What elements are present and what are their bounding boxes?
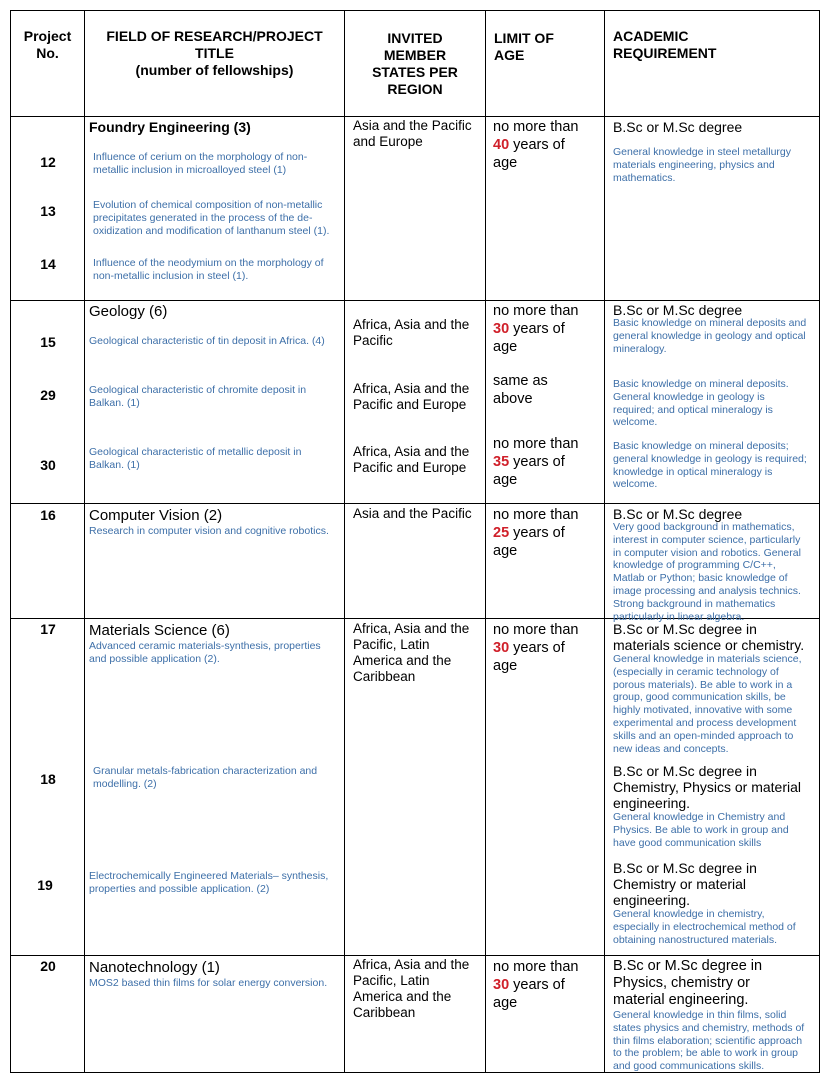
column-divider	[344, 10, 345, 1073]
knowledge-requirement: Basic knowledge on mineral deposits and general knowledge in geology and optical mineralogy.	[613, 317, 807, 355]
header-age-limit: LIMIT OF AGE	[494, 30, 554, 63]
row-divider	[10, 300, 820, 301]
knowledge-requirement: Very good background in mathematics, interest in computer science, particularly in computer vision and robotics. General knowledge of programming C/C++, Matlab or Python; basic knowledge of image processing and analysis technics. Strong background in mathematics particularly in linear algebra.	[613, 521, 801, 623]
knowledge-requirement: General knowledge in Chemistry and Physics. Be able to work in group and have good communication skills	[613, 811, 789, 849]
project-number: 20	[40, 958, 56, 974]
project-title: Geological characteristic of tin deposit in Africa. (4)	[89, 335, 325, 347]
degree-requirement: B.Sc or M.Sc degree in Physics, chemistry or material engineering.	[613, 958, 763, 1008]
project-number: 18	[40, 771, 56, 787]
degree-requirement: B.Sc or M.Sc degree	[613, 119, 743, 135]
degree-requirement: B.Sc or M.Sc degree	[613, 302, 743, 318]
knowledge-requirement: General knowledge in chemistry, especially in electrochemical method of obtaining nanostructured materials.	[613, 908, 796, 946]
project-title: MOS2 based thin films for solar energy conversion.	[89, 977, 328, 989]
project-number: 19	[37, 877, 53, 893]
row-divider	[10, 503, 820, 504]
member-states: Africa, Asia and the Pacific, Latin America and the Caribbean	[353, 957, 470, 1020]
header-academic-requirement: ACADEMIC REQUIREMENT	[613, 28, 717, 61]
age-value: 30	[493, 977, 510, 993]
project-number: 13	[40, 203, 56, 219]
degree-requirement: B.Sc or M.Sc degree	[613, 506, 743, 522]
project-title: Electrochemically Engineered Materials– synthesis, properties and possible application. (2)	[89, 870, 329, 895]
project-title: Influence of cerium on the morphology of non- metallic inclusion in microalloyed steel (1)	[93, 151, 308, 176]
project-title: Research in computer vision and cognitive robotics.	[89, 525, 329, 537]
degree-requirement: B.Sc or M.Sc degree in materials science or chemistry.	[613, 621, 805, 653]
knowledge-requirement: General knowledge in materials science, (especially in ceramic technology of porous materials). Be able to work in a group, good communication skills, be highly motivated, innovative with some experimental and process development skills and an open-minded approach to new ideas and concepts.	[613, 653, 802, 755]
project-number: 15	[40, 334, 56, 350]
table-border-right	[819, 10, 820, 1073]
project-title: Evolution of chemical composition of non-metallic precipitates generated in the process of the de- oxidization and modification of lanthanum steel (1).	[93, 199, 330, 237]
project-title: Geological characteristic of chromite deposit in Balkan. (1)	[89, 384, 307, 409]
member-states: Africa, Asia and the Pacific and Europe	[353, 444, 470, 475]
project-number: 30	[40, 457, 56, 473]
project-title: Advanced ceramic materials-synthesis, properties and possible application (2).	[89, 640, 321, 665]
field-title-materials-science: Materials Science (6)	[89, 622, 230, 639]
member-states: Asia and the Pacific and Europe	[353, 118, 472, 149]
age-value: 40	[493, 137, 510, 153]
age-limit: no more than 30 years of age	[493, 959, 579, 1011]
member-states: Asia and the Pacific	[353, 506, 472, 521]
knowledge-requirement: General knowledge in steel metallurgy materials engineering, physics and mathematics.	[613, 146, 792, 184]
knowledge-requirement: Basic knowledge on mineral deposits. General knowledge in geology is required; and optical mineralogy is welcome.	[613, 378, 789, 429]
age-limit: no more than 30 years of age	[493, 622, 579, 674]
project-title: Granular metals-fabrication characterization and modelling. (2)	[93, 765, 318, 790]
project-title: Influence of the neodymium on the morphology of non-metallic inclusion in steel (1).	[93, 257, 324, 282]
header-project-no: Project No.	[23, 28, 72, 61]
age-limit: no more than 30 years of age	[493, 303, 579, 355]
age-limit: same as above	[493, 373, 548, 407]
table-border-top	[10, 10, 820, 11]
field-title-computer-vision: Computer Vision (2)	[89, 507, 223, 524]
knowledge-requirement: General knowledge in thin films, solid states physics and chemistry, methods of thin films elaboration; scientific approach to the problem; be able to work in group and good communications skills.	[613, 1009, 805, 1073]
age-value: 25	[493, 525, 510, 541]
member-states: Africa, Asia and the Pacific and Europe	[353, 381, 470, 412]
header-field: FIELD OF RESEARCH/PROJECT TITLE (number of fellowships)	[106, 28, 323, 78]
project-title: Geological characteristic of metallic deposit in Balkan. (1)	[89, 446, 302, 471]
row-divider	[10, 116, 820, 117]
age-value: 30	[493, 321, 510, 337]
field-title-geology: Geology (6)	[89, 303, 168, 320]
degree-requirement: B.Sc or M.Sc degree in Chemistry or material engineering.	[613, 860, 757, 908]
project-number: 29	[40, 387, 56, 403]
age-limit: no more than 35 years of age	[493, 436, 579, 488]
project-number: 12	[40, 154, 56, 170]
age-limit: no more than 40 years of age	[493, 119, 579, 171]
header-member-states: INVITED MEMBER STATES PER REGION	[372, 30, 458, 97]
degree-requirement: B.Sc or M.Sc degree in Chemistry, Physics or material engineering.	[613, 763, 802, 811]
age-value: 30	[493, 640, 510, 656]
age-value: 35	[493, 454, 510, 470]
project-number: 14	[40, 256, 56, 272]
project-number: 17	[40, 621, 56, 637]
column-divider	[485, 10, 486, 1073]
project-number: 16	[40, 507, 56, 523]
member-states: Africa, Asia and the Pacific, Latin America and the Caribbean	[353, 621, 470, 684]
field-title-nanotechnology: Nanotechnology (1)	[89, 959, 220, 976]
knowledge-requirement: Basic knowledge on mineral deposits; general knowledge in geology is required; knowledge in optical mineralogy is welcome.	[613, 440, 807, 491]
column-divider	[604, 10, 605, 1073]
age-limit: no more than 25 years of age	[493, 507, 579, 559]
field-title-foundry: Foundry Engineering (3)	[89, 119, 251, 135]
row-divider	[10, 955, 820, 956]
member-states: Africa, Asia and the Pacific	[353, 317, 470, 348]
